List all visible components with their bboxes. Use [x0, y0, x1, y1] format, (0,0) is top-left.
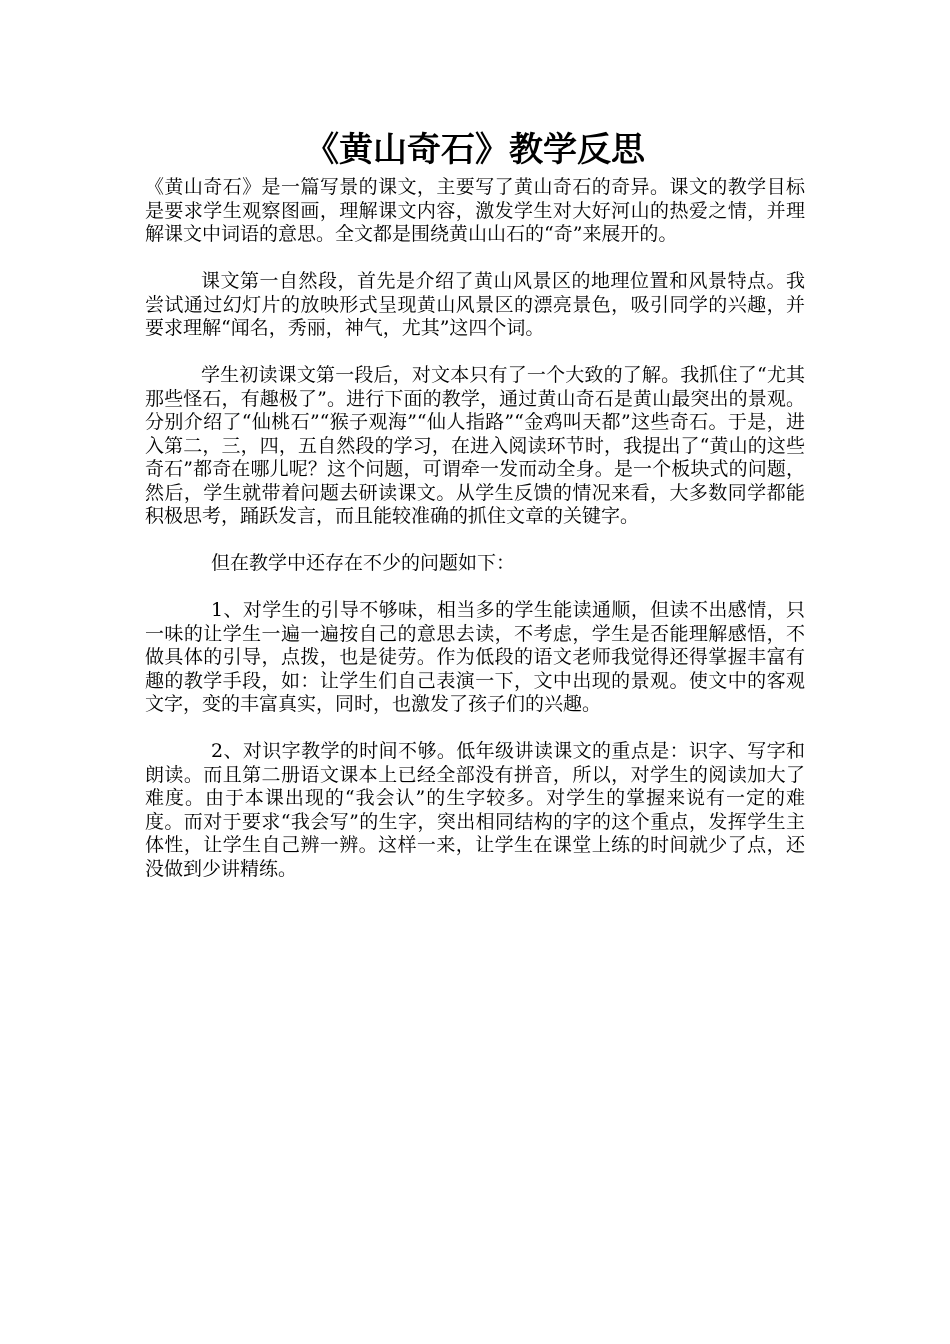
paragraph-first-section: 课文第一自然段，首先是介绍了黄山风景区的地理位置和风景特点。我尝试通过幻灯片的放映形式呈现黄山风景区的漂亮景色，吸引同学的兴趣，并要求理解“闻名，秀丽，神气，尤其”这四个词。 [145, 270, 805, 339]
paragraph-problems-intro: 但在教学中还存在不少的问题如下： [211, 552, 516, 574]
paragraph-intro: 《黄山奇石》是一篇写景的课文，主要写了黄山奇石的奇异。课文的教学目标是要求学生观察图画，理解课文内容，激发学生对大好河山的热爱之情，并理解课文中词语的意思。全文都是围绕黄山山石的“奇”来展开的。 [145, 176, 805, 245]
document-body [145, 176, 805, 905]
paragraph-reading: 学生初读课文第一段后，对文本只有了一个大致的了解。我抓住了“尤其那些怪石，有趣极了”。进行下面的教学，通过黄山奇石是黄山最突出的景观。分别介绍了“仙桃石”“猴子观海”“仙人指路”“金鸡叫天都”这些奇石。于是，进入第二，三，四，五自然段的学习，在进入阅读环节时，我提出了“黄山的这些奇石”都奇在哪儿呢？这个问题，可谓牵一发而动全身。是一个板块式的问题，然后，学生就带着问题去研读课文。从学生反馈的情况来看，大多数同学都能积极思考，踊跃发言，而且能较准确的抓住文章的关键字。 [145, 364, 805, 527]
paragraph-problem-2: 2、对识字教学的时间不够。低年级讲读课文的重点是：识字、写字和朗读。而且第二册语文课本上已经全部没有拼音，所以，对学生的阅读加大了难度。由于本课出现的“我会认”的生字较多。对学生的掌握来说有一定的难度。而对于要求“我会写”的生字，突出相同结构的字的这个重点，发挥学生主体性，让学生自己辨一辨。这样一来，让学生在课堂上练的时间就少了点，还没做到少讲精练。 [145, 740, 805, 880]
paragraph-problem-1: 1、对学生的引导不够味，相当多的学生能读通顺，但读不出感情，只一味的让学生一遍一遍按自己的意思去读，不考虑，学生是否能理解感悟，不做具体的引导，点拨，也是徒劳。作为低段的语文老师我觉得还得掌握丰富有趣的教学手段，如：让学生们自己表演一下，文中出现的景观。使文中的客观文字，变的丰富真实，同时，也激发了孩子们的兴趣。 [145, 599, 805, 715]
document-title: 《黄山奇石》教学反思 [305, 130, 645, 170]
